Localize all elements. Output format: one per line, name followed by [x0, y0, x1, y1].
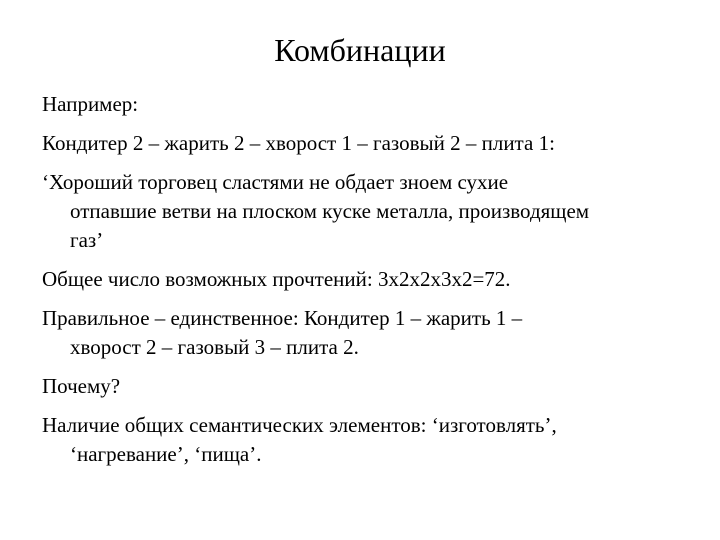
text-line-continued: ‘нагревание’, ‘пища’. [70, 442, 262, 466]
text-line: Наличие общих семантических элементов: ‘изготовлять’, [42, 413, 557, 437]
paragraph-total-readings [42, 265, 682, 294]
paragraph-example-label [42, 90, 682, 119]
text-line: Например: [42, 92, 139, 116]
text-line-continued: отпавшие ветви на плоском куске металла, производящем [70, 199, 590, 223]
text-line: Правильное – единственное: Кондитер 1 – жарить 1 – [42, 306, 523, 330]
paragraph-quote [42, 168, 682, 255]
paragraph-answer [42, 411, 682, 469]
paragraph-word-sequence [42, 129, 682, 158]
slide-body [42, 90, 682, 479]
text-line: Общее число возможных прочтений: 3x2x2x3x2=72. [42, 267, 511, 291]
text-line: Кондитер 2 – жарить 2 – хворост 1 – газовый 2 – плита 1: [42, 131, 555, 155]
paragraph-question [42, 372, 682, 401]
slide-title: Комбинации [274, 32, 446, 68]
text-line: Почему? [42, 374, 121, 398]
text-line: ‘Хороший торговец сластями не обдает зноем сухие [42, 170, 509, 194]
paragraph-correct-reading [42, 304, 682, 362]
text-line-continued: газ’ [70, 228, 104, 252]
text-line-continued: хворост 2 – газовый 3 – плита 2. [70, 335, 359, 359]
